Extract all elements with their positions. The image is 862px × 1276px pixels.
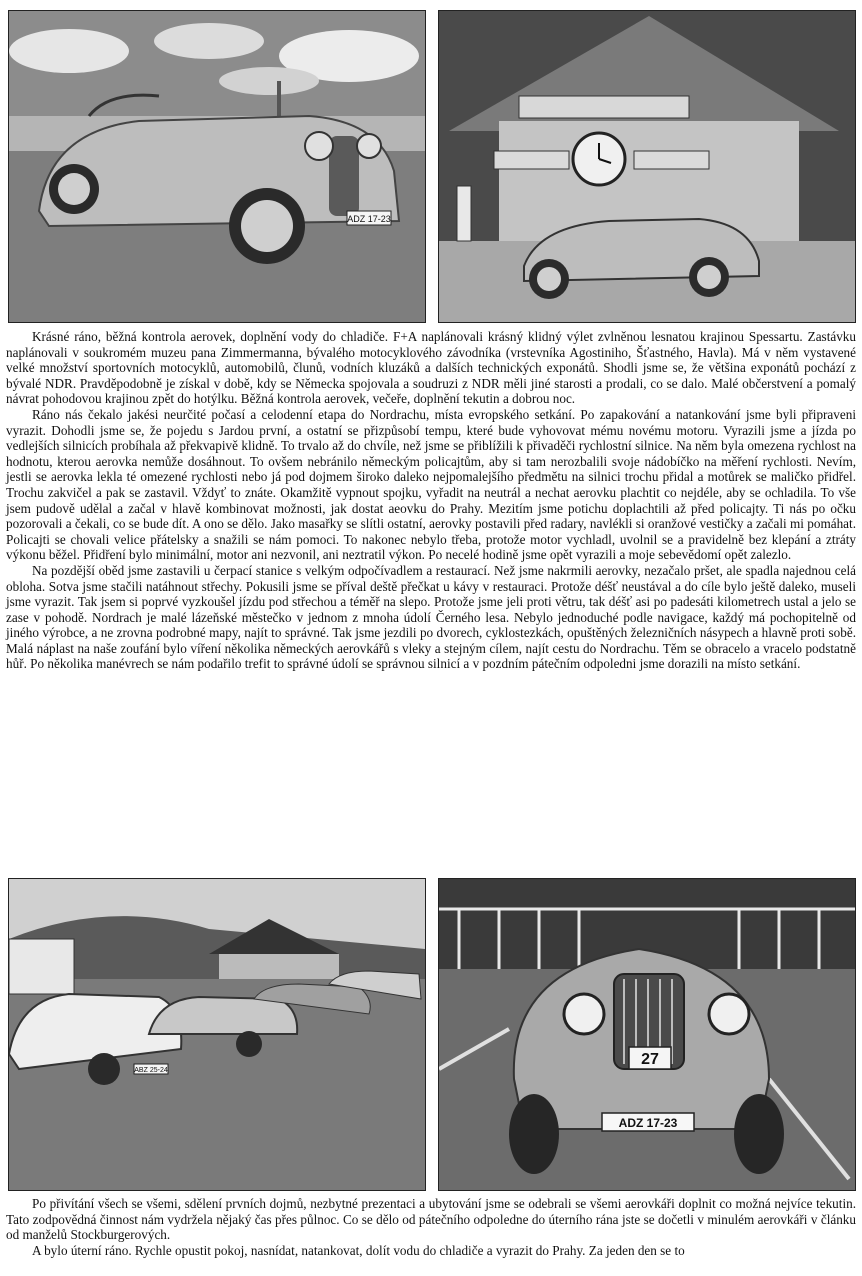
parked-roadsters-image	[9, 879, 425, 1190]
paragraph-3: Na pozdější oběd jsme zastavili u čerpací stanice s velkým odpočívadlem a restaurací. Než jsme nakrmili aerovky, nezačalo pršet, ale spadla najednou celá obloha. Sotva jsme stačili natáhnout střechy. Pokusili jsme se příval deště přečkat u kávy v restauraci. Protože déšť neustával a do cíle bylo ještě daleko, museli jsme vyrazit. Tak jsem si poprvé vyzkoušel jízdu pod střechou a téměř na slepo. Protože jsme jeli proti větru, tak déšť asi po padesáti kilometrech ustal a jelo se zase v pohodě. Nordrach je malé lázeňské městečko v jednom z mnoha údolí Černého lesa. Nebylo jednoduché podle navigace, každý má pochopitelně od jiného výrobce, a ne zrovna podrobné mapy, najít to správné. Tak jsme jezdili po dvorech, cyklostezkách, opuštěných železničních násypech a hlavně proti sobě. Malá náplast na naše zoufání bylo víření několika německých aerovkářů s vleky a stejným cílem, najít cestu do Nordrachu. Těm se obracelo a vracelo podstatně hůř. Po několika manévrech se nám podařilo trefit to správné údolí se správnou silnicí a v pozdním pátečním odpoledni jsme dorazili na místo setkání.	[6, 562, 856, 672]
photo-roadster-front-rally	[438, 878, 856, 1191]
paragraph-4: Po přivítání všech se všemi, sdělení prvních dojmů, nezbytné prezentaci a ubytování jsme se odebrali se všemi aerovkáři doplnit co možná nejvíce tekutin. Tato zodpovědná činnost nám vydržela nějaký čas přes půlnoc. Co se dělo od pátečního odpoledne do úterního rána jste se dočetli v minulém aerovkáři v článku od manželů Stockburgerových.	[6, 1196, 856, 1243]
p1-plate: ADZ 17-23	[347, 214, 391, 224]
article-text-top	[6, 329, 856, 672]
p3-plate: ABZ 25-24	[134, 1067, 168, 1074]
p4-plate: ADZ 17-23	[618, 1116, 678, 1130]
paragraph-2: Ráno nás čekalo jakési neurčité počasí a celodenní etapa do Nordrachu, místa evropského setkání. Po zapakování a natankování jsme byli připraveni vyrazit. Dohodli jsme se, že pojedu s Jardou první, a ostatní se přizpůsobí tempu, které bude vyhovovat mému novému motoru. Vyrazili jsme a jízda po vedlejších silnicích probíhala až překvapivě klidně. To trvalo až do chvíle, než jsme se přiblížili k přivaděči rychlostní silnice. Na něm byla omezena rychlost na hodnotu, kterou aerovka nemůže dosáhnout. To ovšem nebránilo německým policajtům, aby si tam nerozbalili svoje nádobíčko na měření rychlosti. Nevím, jestli se aerovka lekla té omezené rychlosti nebo já pod dojmem široko daleko nejpomalejšího předmětu na silnici trochu přidal a motůrek se maličko přidřel. Trochu zakvičel a pak se zastavil. Vždyť to znáte. Okamžitě vypnout spojku, vyřadit na neutrál a nechat aerovku plachtit co nejdéle, aby se ochladila. To vše jsem pudově udělal a začal v hlavě kombinovat možnosti, jak dostat aeovku do Prahy. Mezitím jsme potichu doplachtili až před policajty. Ti nás po očku pozorovali a čekali, co se bude dít. A ono se dělo. Jako masařky se slítli ostatní, aerovky postavili před radary, navlékli si oranžové vestičky a začali mi pomáhat. Policajti se chovali velice přátelsky a snažili se nám pomoci. To nakonec nebylo třeba, protože motor vychladl, uvolnil se a pravidelně bez klepání a ztráty výkonu běžel. Přidření bylo minimální, motor ani nezvonil, ani neztratil výkon. Po necelé hodině jsme opět vyrazili a moje sebevědomí opět zalezlo.	[6, 406, 856, 563]
cuckoo-clock-image	[439, 11, 855, 322]
photo-parked-roadsters-row	[8, 878, 426, 1191]
roadster-front-image	[439, 879, 855, 1190]
photo-aero-roadster-countryside	[8, 10, 426, 323]
article-text-bottom	[6, 1196, 856, 1258]
paragraph-1: Krásné ráno, běžná kontrola aerovek, doplnění vody do chladiče. F+A naplánovali krásný klidný výlet zvlněnou lesnatou krajinou Spessartu. Zastávku naplánovali v soukromém muzeu pana Zimmermanna, bývalého motocyklového závodníka (vrstevníka Agostiniho, Šťastného, Havla). Má v něm vystavené velké množství sportovních motocyklů, automobilů, člunů, vodních kluzáků a dalších technických exponátů. Shodli jsme se, že většina exponátů pochází z bývalé NDR. Pravděpodobně je získal v době, kdy se Německa spojovala a soudruzi z NDR měli jiné starosti a prodali, co se dalo. Malé občerstvení a pomalý návrat pohodovou krajinou zpět do hotýlku. Běžná kontrola aerovek, večeře, doplnění tekutin a dobrou noc.	[6, 329, 856, 407]
rally-number: 27	[641, 1051, 659, 1068]
paragraph-5: A bylo úterní ráno. Rychle opustit pokoj, nasnídat, natankovat, dolít vodu do chladiče a vyrazit do Prahy. Za jeden den se to	[32, 1242, 685, 1258]
roadster-countryside-image	[9, 11, 425, 322]
photo-cuckoo-clock-house	[438, 10, 856, 323]
